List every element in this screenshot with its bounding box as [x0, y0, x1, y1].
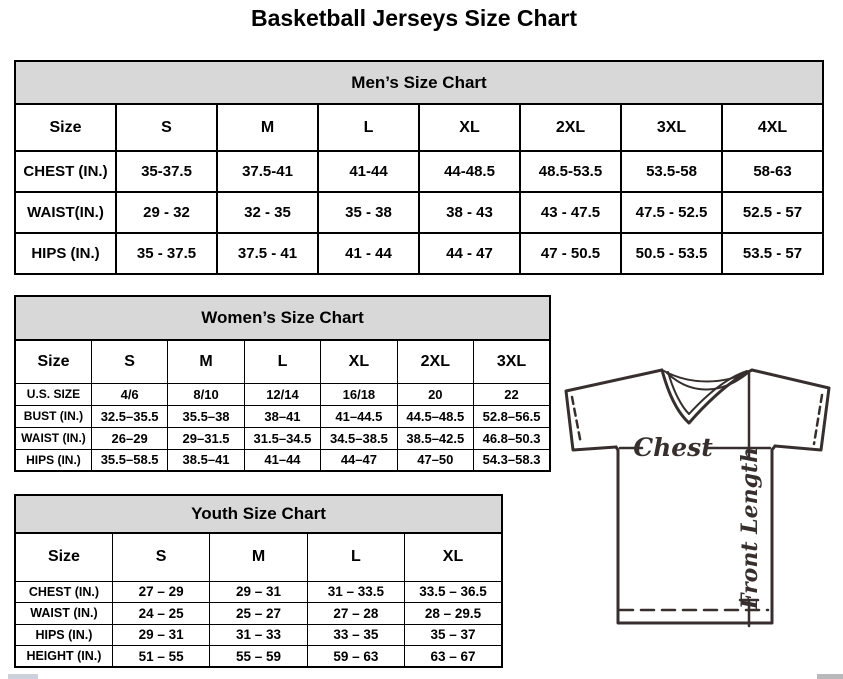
womens-column-header-size: Size — [15, 340, 91, 383]
womens-value-cell: 38–41 — [244, 405, 320, 427]
cropped-ui-artifact-right — [817, 674, 843, 679]
womens-column-header-s: S — [91, 340, 167, 383]
youth-size-table — [14, 494, 503, 668]
mens-column-header-xl: XL — [419, 104, 520, 151]
youth-row-waist-in — [15, 603, 502, 625]
youth-chart-title: Youth Size Chart — [15, 495, 502, 533]
mens-value-cell: 41 - 44 — [318, 233, 419, 274]
mens-row-waist-in — [15, 192, 823, 233]
youth-row-hips-in — [15, 624, 502, 646]
womens-value-cell: 54.3–58.3 — [474, 449, 550, 471]
womens-value-cell: 41–44.5 — [321, 405, 397, 427]
mens-row-label: HIPS (IN.) — [15, 233, 116, 274]
womens-value-cell: 26–29 — [91, 427, 167, 449]
womens-value-cell: 34.5–38.5 — [321, 427, 397, 449]
womens-row-waist-in — [15, 427, 550, 449]
mens-row-label: WAIST(IN.) — [15, 192, 116, 233]
womens-column-header-m: M — [168, 340, 244, 383]
youth-row-label: HEIGHT (IN.) — [15, 646, 112, 668]
mens-value-cell: 43 - 47.5 — [520, 192, 621, 233]
youth-value-cell: 59 – 63 — [307, 646, 404, 668]
mens-value-cell: 35 - 37.5 — [116, 233, 217, 274]
mens-value-cell: 29 - 32 — [116, 192, 217, 233]
womens-value-cell: 22 — [474, 383, 550, 405]
youth-value-cell: 28 – 29.5 — [405, 603, 502, 625]
mens-value-cell: 48.5-53.5 — [520, 151, 621, 192]
womens-row-label: U.S. SIZE — [15, 383, 91, 405]
right-cuff-dashed-seam — [814, 395, 822, 444]
youth-value-cell: 29 – 31 — [210, 581, 307, 603]
womens-value-cell: 31.5–34.5 — [244, 427, 320, 449]
womens-value-cell: 32.5–35.5 — [91, 405, 167, 427]
youth-column-header-s: S — [112, 533, 209, 581]
youth-value-cell: 31 – 33.5 — [307, 581, 404, 603]
front-length-label: Front Length — [737, 446, 763, 610]
womens-value-cell: 52.8–56.5 — [474, 405, 550, 427]
womens-value-cell: 35.5–38 — [168, 405, 244, 427]
youth-value-cell: 27 – 29 — [112, 581, 209, 603]
mens-value-cell: 32 - 35 — [217, 192, 318, 233]
womens-row-bust-in — [15, 405, 550, 427]
mens-value-cell: 47 - 50.5 — [520, 233, 621, 274]
womens-row-hips-in — [15, 449, 550, 471]
mens-size-table — [14, 60, 824, 275]
youth-value-cell: 55 – 59 — [210, 646, 307, 668]
youth-value-cell: 33 – 35 — [307, 624, 404, 646]
mens-column-header-size: Size — [15, 104, 116, 151]
mens-column-header-m: M — [217, 104, 318, 151]
mens-value-cell: 35-37.5 — [116, 151, 217, 192]
youth-value-cell: 29 – 31 — [112, 624, 209, 646]
youth-value-cell: 27 – 28 — [307, 603, 404, 625]
womens-row-label: BUST (IN.) — [15, 405, 91, 427]
womens-column-header-2xl: 2XL — [397, 340, 473, 383]
jersey-measurement-diagram — [556, 360, 840, 662]
mens-value-cell: 58-63 — [722, 151, 823, 192]
womens-value-cell: 16/18 — [321, 383, 397, 405]
mens-column-header-l: L — [318, 104, 419, 151]
mens-value-cell: 53.5-58 — [621, 151, 722, 192]
page-title: Basketball Jerseys Size Chart — [250, 5, 577, 31]
womens-value-cell: 8/10 — [168, 383, 244, 405]
womens-value-cell: 29–31.5 — [168, 427, 244, 449]
womens-column-header-xl: XL — [321, 340, 397, 383]
mens-value-cell: 50.5 - 53.5 — [621, 233, 722, 274]
mens-chart-title: Men’s Size Chart — [15, 61, 823, 104]
womens-value-cell: 4/6 — [91, 383, 167, 405]
mens-value-cell: 35 - 38 — [318, 192, 419, 233]
womens-value-cell: 20 — [397, 383, 473, 405]
mens-column-header-2xl: 2XL — [520, 104, 621, 151]
mens-value-cell: 52.5 - 57 — [722, 192, 823, 233]
youth-value-cell: 63 – 67 — [405, 646, 502, 668]
youth-value-cell: 33.5 – 36.5 — [405, 581, 502, 603]
womens-chart-title: Women’s Size Chart — [15, 296, 550, 340]
youth-value-cell: 31 – 33 — [210, 624, 307, 646]
mens-value-cell: 53.5 - 57 — [722, 233, 823, 274]
womens-size-table — [14, 295, 551, 472]
mens-value-cell: 44 - 47 — [419, 233, 520, 274]
left-cuff-dashed-seam — [572, 397, 581, 444]
youth-row-label: HIPS (IN.) — [15, 624, 112, 646]
womens-row-label: WAIST (IN.) — [15, 427, 91, 449]
youth-row-height-in — [15, 646, 502, 668]
mens-column-header-4xl: 4XL — [722, 104, 823, 151]
mens-value-cell: 41-44 — [318, 151, 419, 192]
mens-column-header-3xl: 3XL — [621, 104, 722, 151]
womens-column-header-3xl: 3XL — [474, 340, 550, 383]
womens-value-cell: 47–50 — [397, 449, 473, 471]
mens-value-cell: 44-48.5 — [419, 151, 520, 192]
cropped-ui-artifact-left — [8, 674, 38, 679]
womens-column-header-l: L — [244, 340, 320, 383]
mens-value-cell: 37.5 - 41 — [217, 233, 318, 274]
mens-row-chest-in — [15, 151, 823, 192]
youth-column-header-size: Size — [15, 533, 112, 581]
womens-value-cell: 41–44 — [244, 449, 320, 471]
womens-row-u-s-size — [15, 383, 550, 405]
mens-value-cell: 38 - 43 — [419, 192, 520, 233]
womens-value-cell: 38.5–41 — [168, 449, 244, 471]
jersey-right-sleeve — [752, 370, 829, 450]
chest-label: Chest — [633, 433, 713, 462]
youth-value-cell: 35 – 37 — [405, 624, 502, 646]
youth-column-header-xl: XL — [405, 533, 502, 581]
mens-row-hips-in — [15, 233, 823, 274]
womens-value-cell: 44–47 — [321, 449, 397, 471]
youth-row-label: CHEST (IN.) — [15, 581, 112, 603]
youth-row-chest-in — [15, 581, 502, 603]
womens-value-cell: 12/14 — [244, 383, 320, 405]
mens-row-label: CHEST (IN.) — [15, 151, 116, 192]
womens-row-label: HIPS (IN.) — [15, 449, 91, 471]
womens-value-cell: 44.5–48.5 — [397, 405, 473, 427]
mens-value-cell: 47.5 - 52.5 — [621, 192, 722, 233]
womens-value-cell: 35.5–58.5 — [91, 449, 167, 471]
youth-value-cell: 24 – 25 — [112, 603, 209, 625]
youth-value-cell: 51 – 55 — [112, 646, 209, 668]
youth-row-label: WAIST (IN.) — [15, 603, 112, 625]
youth-value-cell: 25 – 27 — [210, 603, 307, 625]
youth-column-header-m: M — [210, 533, 307, 581]
mens-column-header-s: S — [116, 104, 217, 151]
mens-value-cell: 37.5-41 — [217, 151, 318, 192]
womens-value-cell: 46.8–50.3 — [474, 427, 550, 449]
youth-column-header-l: L — [307, 533, 404, 581]
jersey-outline-drawing — [556, 360, 840, 662]
womens-value-cell: 38.5–42.5 — [397, 427, 473, 449]
